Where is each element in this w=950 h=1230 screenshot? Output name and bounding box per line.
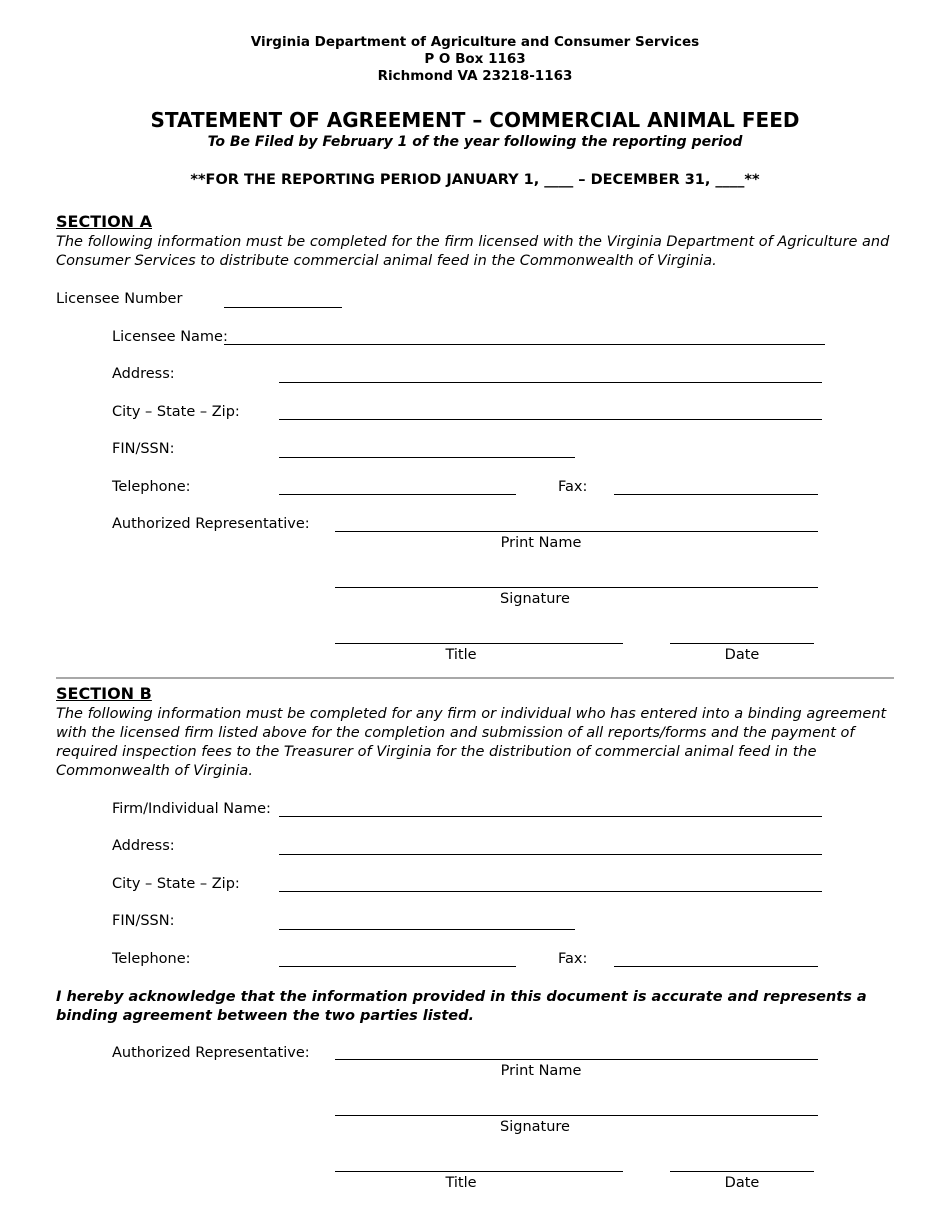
- b-address-field[interactable]: [279, 854, 822, 855]
- b-fax-label: Fax:: [558, 951, 588, 967]
- acknowledgement-statement: I hereby acknowledge that the information provided in this document is accurate and represents a binding agreement between the two parties listed.: [56, 989, 867, 1024]
- a-city-state-zip-label: City – State – Zip:: [112, 404, 240, 420]
- section-divider: [56, 677, 894, 679]
- b-print-name-field[interactable]: [335, 1059, 818, 1060]
- b-signature-field[interactable]: [335, 1115, 818, 1116]
- section-b-heading: SECTION B: [56, 684, 152, 703]
- a-title-field[interactable]: [335, 643, 623, 644]
- a-address-label: Address:: [112, 366, 175, 382]
- a-date-caption: Date: [724, 647, 760, 663]
- b-signature-caption: Signature: [500, 1119, 570, 1135]
- b-title-caption: Title: [445, 1175, 477, 1191]
- agency-name: Virginia Department of Agriculture and Consumer Services: [250, 34, 700, 50]
- a-print-name-field[interactable]: [335, 531, 818, 532]
- a-signature-caption: Signature: [500, 591, 570, 607]
- b-telephone-field[interactable]: [279, 966, 516, 967]
- section-b-instructions: The following information must be completed for any firm or individual who has entered into a binding agreement with the licensed firm listed above for the completion and submission of all reports/forms and the payment of required inspection fees to the Treasurer of Virginia for the distribution of commercial animal feed in the Commonwealth of Virginia.: [56, 706, 887, 779]
- page-title: STATEMENT OF AGREEMENT – COMMERCIAL ANIMAL FEED: [150, 108, 800, 132]
- b-date-caption: Date: [724, 1175, 760, 1191]
- a-title-caption: Title: [445, 647, 477, 663]
- b-city-state-zip-label: City – State – Zip:: [112, 876, 240, 892]
- a-print-name-caption: Print Name: [500, 535, 582, 551]
- a-signature-field[interactable]: [335, 587, 818, 588]
- b-fin-ssn-label: FIN/SSN:: [112, 913, 175, 929]
- b-fin-ssn-field[interactable]: [279, 929, 575, 930]
- licensee-name-field[interactable]: [224, 344, 825, 345]
- b-firm-name-label: Firm/Individual Name:: [112, 801, 271, 817]
- licensee-number-label: Licensee Number: [56, 291, 183, 307]
- section-a-instructions: The following information must be completed for the firm licensed with the Virginia Department of Agriculture and Consumer Services to distribute commercial animal feed in the Commonwealth of Virginia.: [56, 234, 890, 269]
- a-fax-field[interactable]: [614, 494, 818, 495]
- b-telephone-label: Telephone:: [112, 951, 191, 967]
- b-city-state-zip-field[interactable]: [279, 891, 822, 892]
- b-address-label: Address:: [112, 838, 175, 854]
- b-firm-name-field[interactable]: [279, 816, 822, 817]
- a-address-field[interactable]: [279, 382, 822, 383]
- licensee-name-label: Licensee Name:: [112, 329, 228, 345]
- a-fin-ssn-field[interactable]: [279, 457, 575, 458]
- a-fin-ssn-label: FIN/SSN:: [112, 441, 175, 457]
- agency-city: Richmond VA 23218-1163: [377, 68, 573, 84]
- b-date-field[interactable]: [670, 1171, 814, 1172]
- a-fax-label: Fax:: [558, 479, 588, 495]
- b-print-name-caption: Print Name: [500, 1063, 582, 1079]
- a-telephone-label: Telephone:: [112, 479, 191, 495]
- licensee-number-field[interactable]: [224, 307, 342, 308]
- a-city-state-zip-field[interactable]: [279, 419, 822, 420]
- a-authorized-rep-label: Authorized Representative:: [112, 516, 310, 532]
- a-date-field[interactable]: [670, 643, 814, 644]
- agency-po-box: P O Box 1163: [424, 51, 526, 67]
- a-telephone-field[interactable]: [279, 494, 516, 495]
- b-fax-field[interactable]: [614, 966, 818, 967]
- b-title-field[interactable]: [335, 1171, 623, 1172]
- reporting-period: **FOR THE REPORTING PERIOD JANUARY 1, ____ – DECEMBER 31, ____**: [190, 172, 760, 188]
- b-authorized-rep-label: Authorized Representative:: [112, 1045, 310, 1061]
- page-subtitle: To Be Filed by February 1 of the year following the reporting period: [207, 134, 743, 150]
- section-a-heading: SECTION A: [56, 212, 153, 231]
